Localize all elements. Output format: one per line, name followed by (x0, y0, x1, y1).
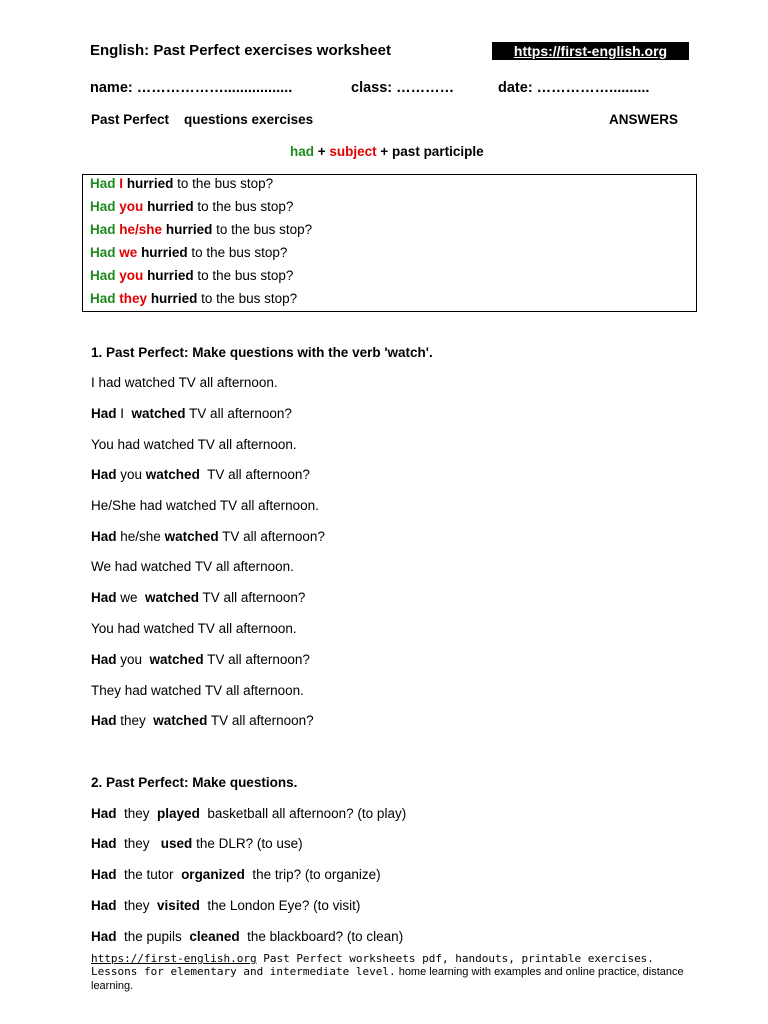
conjugation-row (90, 221, 696, 244)
formula-subject: subject (329, 144, 377, 159)
formula-had: had (290, 144, 315, 159)
name-field: name: ………………................. (90, 80, 293, 96)
subject-word: I (119, 176, 124, 191)
sentence-rest: to the bus stop? (193, 268, 294, 283)
conjugation-row (90, 198, 696, 221)
statement-line: You had watched TV all afternoon. (91, 437, 297, 452)
answer-line: Had he/she watched TV all afternoon? (91, 529, 325, 544)
sentence-rest: to the bus stop? (193, 199, 294, 214)
worksheet-title: English: Past Perfect exercises worksheet (90, 42, 391, 59)
statement-line: You had watched TV all afternoon. (91, 621, 297, 636)
had-word: Had (90, 245, 116, 260)
answer-line: Had we watched TV all afternoon? (91, 590, 306, 605)
answer-line: Had you watched TV all afternoon? (91, 652, 310, 667)
verb-word: hurried (150, 291, 198, 306)
footer-text-extra: home learning with examples and online practice, distance learning. (91, 966, 684, 992)
answers-label: ANSWERS (609, 112, 679, 127)
section-subtitle: Past Perfect questions exercises (91, 112, 314, 127)
sentence-rest: to the bus stop? (173, 176, 274, 191)
subject-word: he/she (119, 222, 163, 237)
had-word: Had (90, 199, 116, 214)
answer-line: Had they watched TV all afternoon? (91, 713, 314, 728)
answer-line: Had they used the DLR? (to use) (91, 836, 303, 851)
answer-line: Had I watched TV all afternoon? (91, 406, 292, 421)
answer-line: Had the tutor organized the trip? (to organize) (91, 867, 381, 882)
subject-word: you (119, 268, 144, 283)
had-word: Had (90, 291, 116, 306)
sentence-rest: to the bus stop? (212, 222, 313, 237)
site-url-link[interactable]: https://first-english.org (492, 42, 689, 60)
answer-line: Had you watched TV all afternoon? (91, 467, 310, 482)
footer (91, 952, 691, 993)
sentence-rest: to the bus stop? (197, 291, 298, 306)
conjugation-row (90, 290, 696, 313)
had-word: Had (90, 176, 116, 191)
footer-link[interactable]: https://first-english.org (91, 952, 257, 965)
conjugation-box (82, 174, 697, 312)
verb-word: hurried (147, 268, 194, 283)
exercise1-heading: 1. Past Perfect: Make questions with the verb 'watch'. (91, 345, 433, 360)
conjugation-row (90, 267, 696, 290)
statement-line: I had watched TV all afternoon. (91, 375, 278, 390)
had-word: Had (90, 268, 116, 283)
sentence-rest: to the bus stop? (187, 245, 288, 260)
verb-word: hurried (165, 222, 213, 237)
had-word: Had (90, 222, 116, 237)
class-field: class: ………… (351, 80, 455, 96)
formula-rest: + past participle (376, 144, 484, 159)
subject-word: they (119, 291, 148, 306)
answer-line: Had the pupils cleaned the blackboard? (to clean) (91, 929, 404, 944)
verb-word: hurried (141, 245, 188, 260)
statement-line: He/She had watched TV all afternoon. (91, 498, 319, 513)
subject-word: you (119, 199, 144, 214)
conjugation-row (90, 244, 696, 267)
subject-word: we (119, 245, 138, 260)
footer-text: Past Perfect worksheets pdf, handouts, printable exercises. Lessons for elementary and intermediate level. (91, 952, 654, 978)
conjugation-row (90, 175, 696, 198)
answer-line: Had they played basketball all afternoon? (to play) (91, 806, 407, 821)
formula (290, 144, 484, 159)
formula-plus: + (314, 144, 330, 159)
date-field: date: …………….......... (498, 80, 650, 96)
verb-word: hurried (147, 199, 194, 214)
statement-line: They had watched TV all afternoon. (91, 683, 304, 698)
exercise2-heading: 2. Past Perfect: Make questions. (91, 775, 298, 790)
statement-line: We had watched TV all afternoon. (91, 559, 294, 574)
verb-word: hurried (126, 176, 174, 191)
answer-line: Had they visited the London Eye? (to visit) (91, 898, 361, 913)
